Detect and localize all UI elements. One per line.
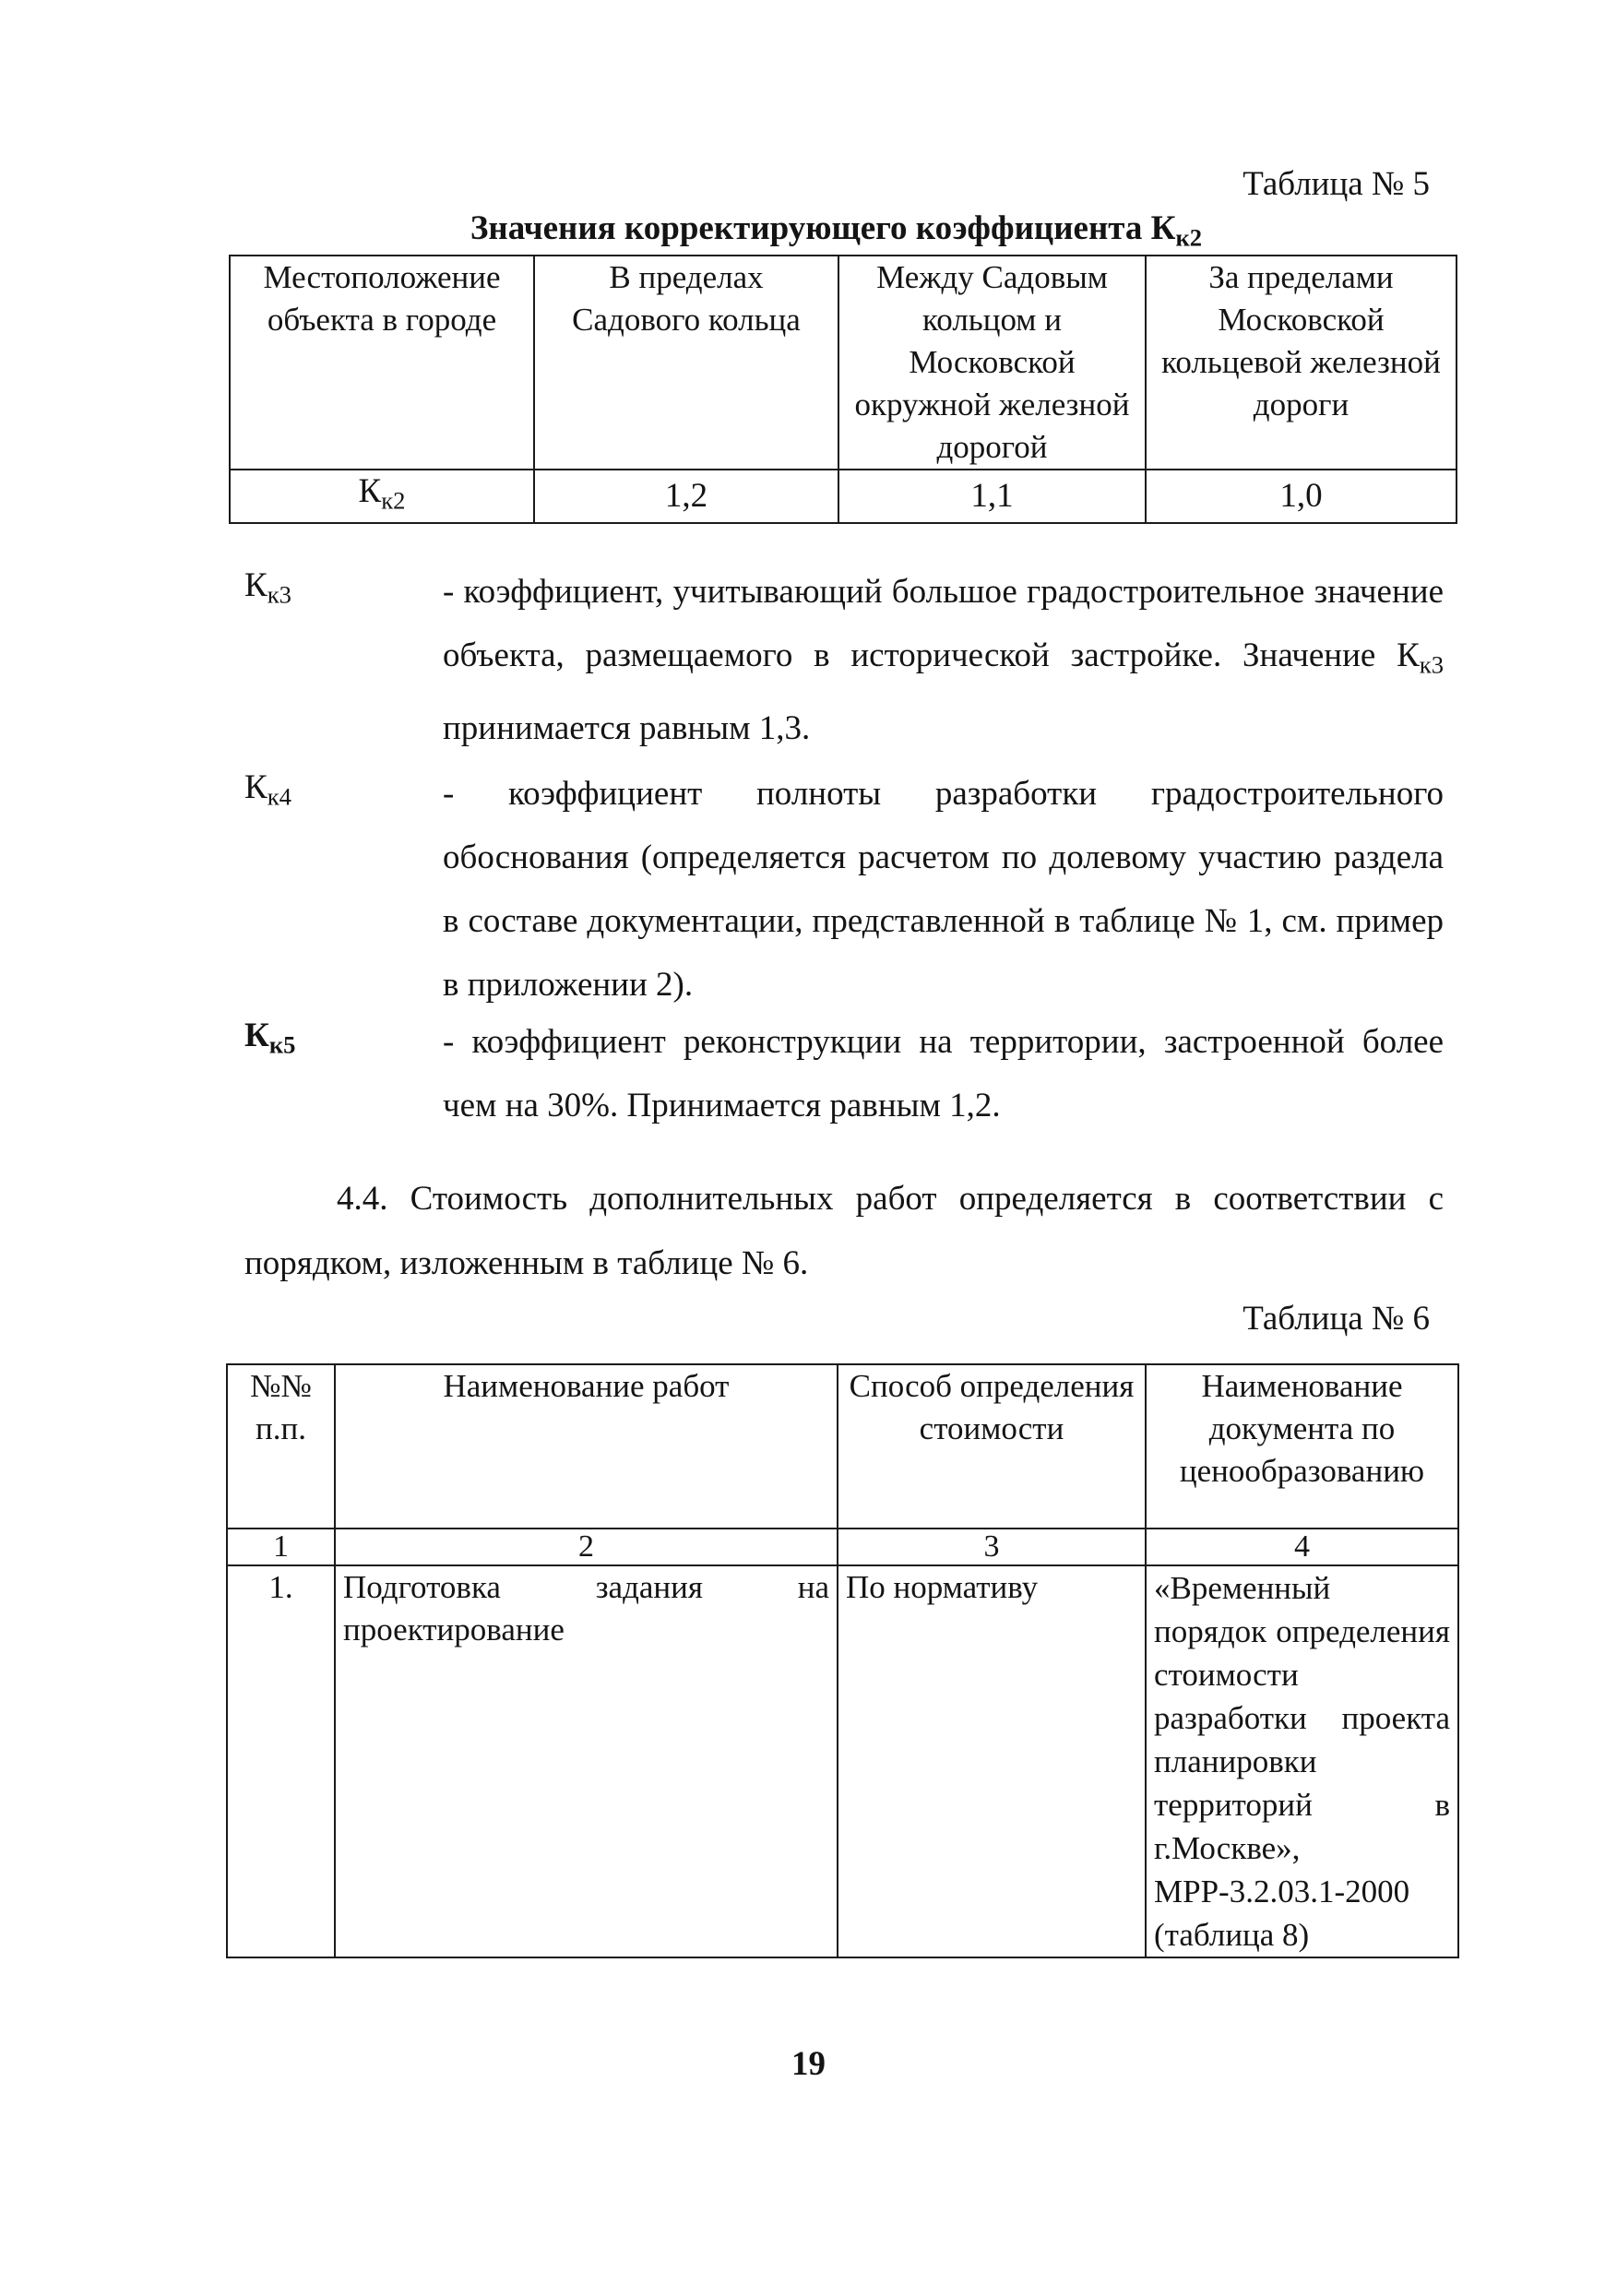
definition-symbol-main: К (244, 566, 268, 604)
table5-title-text: Значения корректирующего коэффициента К (470, 209, 1176, 247)
table5-value-cell: 1,2 (534, 470, 838, 523)
table6-cell-method: По нормативу (838, 1565, 1146, 1957)
definition-text-tail-sub: к3 (1419, 650, 1445, 679)
definition-symbol-main: К (244, 768, 268, 806)
table6-column-number: 2 (335, 1529, 838, 1565)
table5-title-subscript: к2 (1175, 223, 1203, 252)
definition-symbol-sub: к3 (267, 580, 291, 609)
table5-header-cell: Между Садовым кольцом и Московской окружной железной дорогой (838, 256, 1146, 470)
table5-value-cell: 1,1 (838, 470, 1146, 523)
definition-symbol-sub: к4 (267, 782, 291, 811)
definition-text: - коэффициент полноты разработки градостроительного обоснования (определяется расчетом по долевому участию раздела в составе документации, представленной в таблице № 1, см. пример в приложении 2). (443, 775, 1444, 1004)
table5 (229, 255, 1457, 524)
table5-title (0, 208, 1617, 252)
table5-header-cell: В пределах Садового кольца (534, 256, 838, 470)
table5-header-cell: За пределами Московской кольцевой железной дороги (1146, 256, 1456, 470)
definition-symbol (244, 1016, 296, 1059)
table6-cell-no: 1. (227, 1565, 335, 1957)
definition-symbol-main: К (244, 1017, 269, 1054)
table5-header-cell: Местоположение объекта в городе (230, 256, 534, 470)
table6-header-row (227, 1364, 1458, 1529)
table5-row-symbol-sub: к2 (381, 486, 406, 515)
table6-column-number: 1 (227, 1529, 335, 1565)
definition-text (443, 560, 1444, 760)
page-number: 19 (791, 2045, 826, 2083)
definition-text-main: - коэффициент, учитывающий большое градостроительное значение объекта, размещаемого в исторической застройке. (443, 573, 1444, 674)
definition-symbol (244, 565, 291, 609)
table5-value-cell: 1,0 (1146, 470, 1456, 523)
table6-column-number: 3 (838, 1529, 1146, 1565)
table-row (227, 1565, 1458, 1957)
definition-symbol-sub: к5 (268, 1030, 296, 1059)
definition-symbol (244, 767, 291, 811)
table5-row-symbol (230, 470, 534, 523)
table6-header-cell: Способ определения стоимости (838, 1364, 1146, 1529)
table6-column-number: 4 (1146, 1529, 1458, 1565)
table6-header-cell: №№ п.п. (227, 1364, 335, 1529)
table6 (226, 1363, 1459, 1958)
table6-header-cell: Наименование документа по ценообразованию (1146, 1364, 1458, 1529)
table6-label: Таблица № 6 (1242, 1300, 1430, 1338)
table6-cell-document: «Временный порядок определения стоимости разработки проекта планировки территорий в г.Москве», МРР-3.2.03.1-2000 (таблица 8) (1146, 1565, 1458, 1957)
table5-label: Таблица № 5 (1242, 165, 1430, 203)
definition-text-tail: Значение К (1242, 636, 1420, 674)
table6-column-number-row (227, 1529, 1458, 1565)
table5-header-row (230, 256, 1456, 470)
table5-row-symbol-main: К (358, 472, 382, 511)
table6-cell-name: Подготовка задания на проектирование (335, 1565, 838, 1957)
paragraph-4-4: 4.4. Стоимость дополнительных работ определяется в соответствии с порядком, изложенным в таблице № 6. (244, 1180, 1444, 1282)
table5-value-row (230, 470, 1456, 523)
definition-text-tail-suffix: принимается равным 1,3. (443, 709, 811, 748)
table6-header-cell: Наименование работ (335, 1364, 838, 1529)
definition-text: - коэффициент реконструкции на территории, застроенной более чем на 30%. Принимается равным 1,2. (443, 1023, 1444, 1124)
